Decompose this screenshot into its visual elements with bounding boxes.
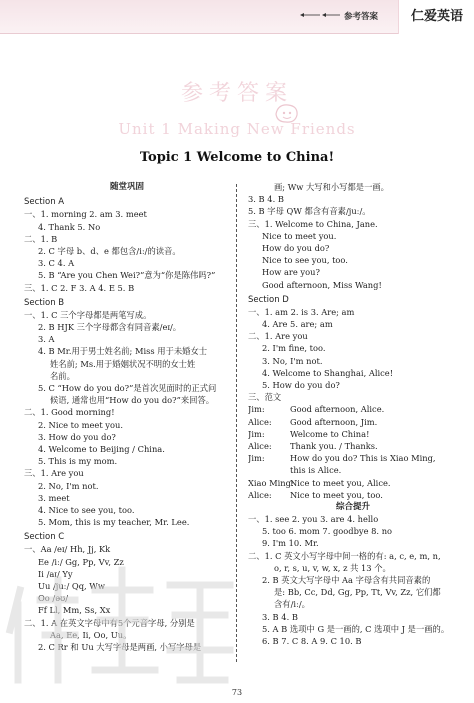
answer-line: 4. Welcome to Shanghai, Alice! — [262, 367, 394, 378]
answer-line: 4. B Mr.用于男士姓名前; Miss 用于未婚女士 — [38, 346, 208, 357]
answer-line: 4. Thank 5. No — [38, 221, 101, 232]
answer-line: 2. B 英文大写字母中 Aa 字母含有共同音素的 — [262, 575, 431, 585]
subsection-heading: 综合提升 — [335, 501, 370, 512]
answer-line: 2. Nice to meet you. — [38, 419, 123, 430]
speaker: Alice: — [248, 489, 272, 500]
answer-line: 2. C 字母 b、d、e 都包含/iː/的读音。 — [38, 245, 181, 256]
fill-answer: Nice to meet you. — [262, 230, 336, 242]
utterance: Welcome to China! — [290, 428, 370, 439]
fill-line — [248, 254, 458, 266]
unit-title: Unit 1 Making New Friends — [118, 120, 356, 138]
fill-answer: How do you do? — [262, 242, 329, 254]
answer-line: 3. No, I'm not. — [262, 355, 323, 366]
fill-answer: Nice to see you, too. — [262, 254, 348, 266]
answer-line: 二、1. C 英文小写字母中间一格的有: a, c, e, m, n, — [248, 550, 441, 561]
answer-line: 一、1. morning 2. am 3. meet — [24, 209, 147, 220]
answer-line: 三、1. C 2. F 3. A 4. E 5. B — [24, 282, 135, 293]
answer-line: 一、Aa /eɪ/ Hh, Jj, Kk — [24, 544, 111, 555]
header-arrows-icon — [300, 13, 340, 17]
model-dialog — [248, 403, 458, 501]
answer-line: 2. B HJK 三个字母都含有同音素/eɪ/。 — [38, 322, 182, 333]
dialog-line — [248, 452, 458, 464]
utterance: How do you do? This is Xiao Ming, — [290, 453, 436, 464]
answer-line: Ff Ll, Mm, Ss, Xx — [38, 605, 111, 616]
utterance: Nice to meet you, Alice. — [290, 477, 391, 488]
answer-line: 3. B 4. B — [248, 194, 284, 205]
answer-line: 5. How do you do? — [262, 380, 340, 390]
answer-line: 一、1. am 2. is 3. Are; am — [248, 306, 355, 317]
question-number: 三、1. — [248, 218, 273, 229]
answer-line: Ee /iː/ Gg, Pp, Vv, Zz — [38, 556, 124, 567]
answer-line: 5. Mom, this is my teacher, Mr. Lee. — [38, 517, 190, 528]
utterance: Thank you. / Thanks. — [290, 440, 378, 451]
watermark-stamp-icon — [0, 560, 240, 690]
utterance: Nice to meet you, too. — [290, 489, 383, 500]
answer-line: 3. B 4. B — [262, 611, 298, 622]
page-number: 73 — [231, 688, 243, 697]
answer-line: 3. How do you do? — [38, 431, 116, 442]
topic-title: Topic 1 Welcome to China! — [139, 150, 335, 165]
answer-line: Ii /aɪ/ Yy — [38, 568, 73, 579]
right-column — [248, 181, 458, 647]
section-d-heading: Section D — [248, 294, 289, 305]
answer-line: 一、1. see 2. you 3. are 4. hello — [248, 514, 379, 525]
speaker: Jim: — [248, 404, 265, 415]
answer-line: 姓名前; Ms.用于婚姻状况不明的女士姓 — [50, 358, 196, 369]
answer-line: 4. Nice to see you, too. — [38, 504, 135, 515]
utterance: Good afternoon, Jim. — [290, 416, 378, 427]
dialog-line — [248, 416, 458, 428]
answer-line: 3. C 4. A — [38, 258, 75, 269]
answer-line: 5. This is my mom. — [38, 456, 118, 467]
subsection-heading: 随堂巩固 — [109, 182, 144, 192]
fill-line — [248, 230, 458, 242]
dialog-line — [248, 440, 458, 452]
section-a-heading: Section A — [24, 197, 65, 208]
fill-line — [248, 266, 458, 278]
utterance: this is Alice. — [290, 465, 342, 476]
fill-line — [248, 218, 458, 230]
answer-line: 2. No, I'm not. — [38, 480, 99, 491]
fill-line — [248, 279, 458, 291]
answer-line: 5. C “How do you do?”是首次见面时的正式问 — [38, 383, 217, 393]
dialog-line — [248, 477, 458, 489]
answer-line: 画; Ww 大写和小写都是一画。 — [274, 182, 389, 192]
answer-line: 二、1. Are you — [248, 331, 308, 342]
answer-line: 名前。 — [50, 370, 75, 381]
answer-line: 9. I'm 10. Mr. — [262, 538, 319, 549]
answer-line: 2. C Rr 和 Uu 大写字母是两画, 小写字母是 — [38, 641, 202, 652]
answer-line: 候语, 通常也用“How do you do?”来回答。 — [50, 395, 215, 406]
fill-answer: Welcome to China, Jane. — [275, 218, 378, 230]
answer-line: 一、1. C 三个字母都是两笔写成。 — [24, 309, 152, 320]
answer-line: 3. A — [38, 334, 55, 345]
fill-answer: How are you? — [262, 266, 320, 278]
answer-line: 二、1. B — [24, 233, 58, 244]
answer-line: Oo /əʊ/ — [38, 593, 69, 604]
answer-line: 二、1. Good morning! — [24, 407, 115, 418]
dialog-line — [248, 464, 458, 476]
fill-line — [248, 242, 458, 254]
answer-line: 5. A B 选项中 G 是一画的, C 选项中 J 是一画的。 — [262, 623, 450, 634]
utterance: Good afternoon, Alice. — [290, 404, 385, 415]
answer-line: 5. B 字母 QW 都含有音素/juː/。 — [248, 206, 371, 217]
book-title: 仁爱英语 — [398, 0, 474, 34]
section-c-heading: Section C — [24, 532, 65, 543]
section-b-heading: Section B — [24, 297, 65, 308]
answer-line: 5. B “Are you Chen Wei?”意为“你是陈伟吗?” — [38, 270, 216, 281]
answer-line: 6. B 7. C 8. A 9. C 10. B — [262, 635, 362, 646]
reference-answers-label: 参考答案 — [344, 12, 379, 22]
answer-line: 4. Welcome to Beijing / China. — [38, 443, 165, 454]
answer-line: 二、1. A 在英文字母中有5个元音字母, 分别是 — [24, 617, 195, 628]
answer-line: Uu /juː/ Qq, Ww — [38, 581, 105, 591]
answer-line: 三、1. Are you — [24, 468, 84, 479]
speaker: Alice: — [248, 440, 272, 451]
speaker: Alice: — [248, 416, 272, 427]
answer-line: 含有/iː/。 — [274, 599, 310, 610]
answer-line: 4. Are 5. are; am — [262, 319, 333, 330]
answer-line: 2. I'm fine, too. — [262, 343, 326, 354]
answer-heading: 参考答案 — [180, 81, 293, 106]
dialog-line — [248, 489, 458, 501]
answer-line: Aa, Ee, Ii, Oo, Uu。 — [50, 629, 132, 640]
answer-line: 是: Bb, Cc, Dd, Gg, Pp, Tt, Vv, Zz, 它们都 — [274, 587, 441, 598]
answer-line: 5. too 6. mom 7. goodbye 8. no — [262, 526, 393, 537]
dialog-line — [248, 428, 458, 440]
fill-answer: Good afternoon, Miss Wang! — [262, 279, 382, 291]
answer-line: o, r, s, u, v, w, x, z 共 13 个。 — [274, 562, 391, 573]
speaker: Xiao Ming: — [248, 477, 294, 488]
dialog-line — [248, 403, 458, 415]
answer-line: 3. meet — [38, 492, 70, 503]
speaker: Jim: — [248, 428, 265, 439]
speaker: Jim: — [248, 453, 265, 464]
answer-line: 三、范文 — [248, 392, 282, 403]
